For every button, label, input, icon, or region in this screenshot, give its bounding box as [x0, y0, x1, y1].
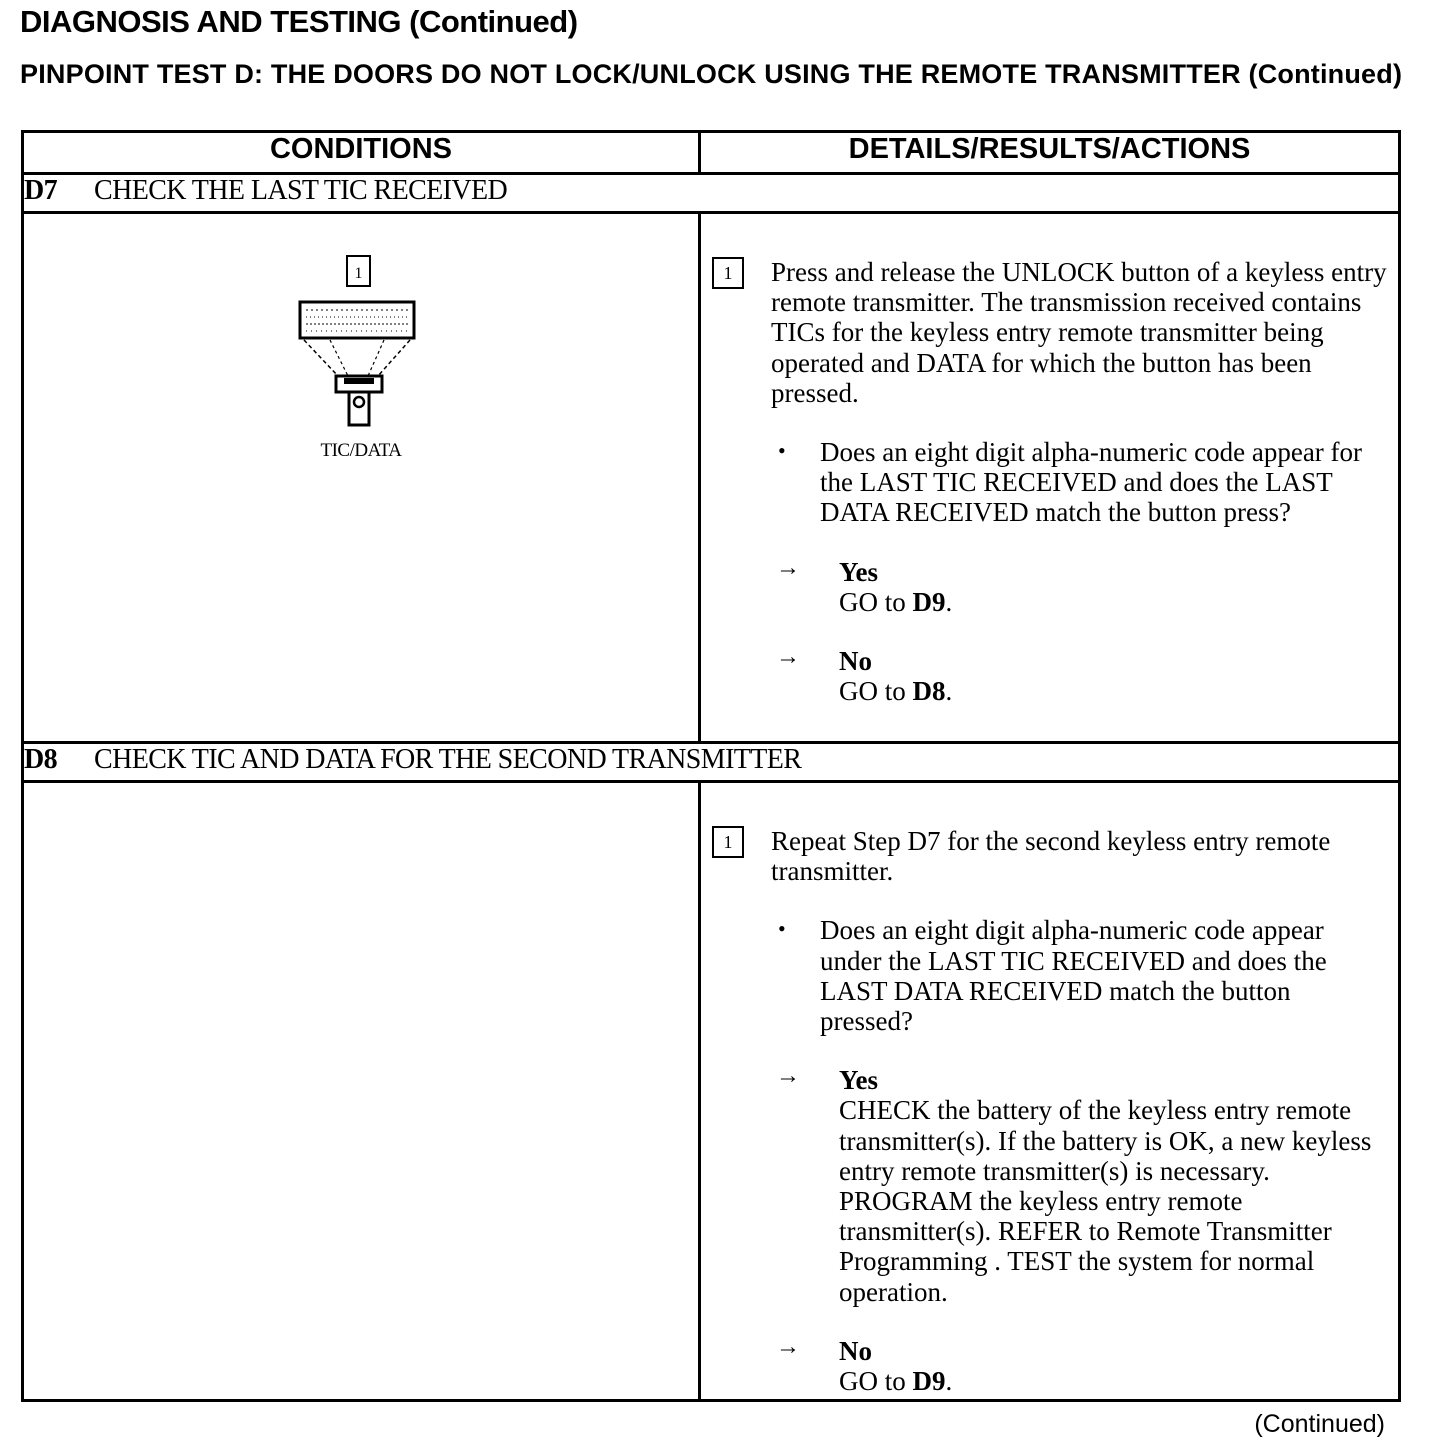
result-no-d8 [776, 1333, 1390, 1397]
instruction-number-box: 1 [712, 826, 744, 858]
step-title: CHECK TIC AND DATA FOR THE SECOND TRANSMITTER [94, 744, 802, 775]
instruction-d7 [723, 257, 1390, 408]
bullet-icon: • [778, 916, 786, 942]
arrow-icon: → [776, 554, 800, 581]
scan-tool-tic-data-illustration [286, 250, 446, 430]
goto-target: D8 [912, 676, 946, 707]
result-no-action: GO to D9. [839, 1366, 953, 1397]
step-id: D7 [24, 175, 58, 206]
instruction-number-box: 1 [712, 257, 744, 289]
question-text: Does an eight digit alpha-numeric code appear under the LAST TIC RECEIVED and does the LAST DATA RECEIVED match the button pressed? [820, 915, 1327, 1037]
question-text: Does an eight digit alpha-numeric code appear for the LAST TIC RECEIVED and does the LAST DATA RECEIVED match the button press? [820, 437, 1363, 528]
conditions-cell-d8 [23, 782, 700, 1401]
details-cell-d8 [700, 782, 1400, 1401]
arrow-icon: → [776, 1333, 800, 1360]
result-yes-label: Yes [839, 1065, 878, 1096]
question-d7 [778, 437, 1390, 528]
goto-target: D9 [912, 1366, 946, 1397]
result-no-label: No [839, 1335, 872, 1366]
instruction-d8 [723, 826, 1390, 887]
result-yes-action: CHECK the battery of the keyless entry remote transmitter(s). If the battery is OK, a new keyless entry remote transmitter(s) is necessary. PROGRAM the keyless entry remote transmitter(s). REFER to Remote Transmitter Programming . TEST the system for normal operation. [839, 1095, 1372, 1307]
continued-footer: (Continued) [1254, 1410, 1385, 1438]
arrow-icon: → [776, 1063, 800, 1090]
bullet-icon: • [778, 438, 786, 464]
result-yes-d7 [776, 554, 1390, 617]
step-header-d7 [23, 174, 1400, 213]
column-header-conditions: CONDITIONS [23, 132, 700, 174]
instruction-text: Press and release the UNLOCK button of a keyless entry remote transmitter. The transmission received contains TICs for the keyless entry remote transmitter being operated and DATA for which the button has been pressed. [771, 257, 1387, 408]
result-yes-label: Yes [839, 556, 878, 587]
step-id: D8 [24, 744, 58, 775]
figure-number: 1 [354, 265, 363, 282]
details-cell-d7 [700, 213, 1400, 743]
arrow-icon: → [776, 644, 800, 671]
result-yes-d8 [776, 1063, 1390, 1307]
result-no-action: GO to D8. [839, 676, 953, 707]
page-title: DIAGNOSIS AND TESTING (Continued) [20, 4, 578, 39]
instruction-text: Repeat Step D7 for the second keyless entry remote transmitter. [771, 826, 1331, 887]
question-d8 [778, 915, 1390, 1037]
step-title: CHECK THE LAST TIC RECEIVED [94, 175, 508, 206]
goto-target: D9 [912, 586, 946, 617]
conditions-cell-d7 [23, 213, 700, 743]
pinpoint-test-title: PINPOINT TEST D: THE DOORS DO NOT LOCK/UNLOCK USING THE REMOTE TRANSMITTER (Continued) [20, 59, 1403, 89]
result-no-label: No [839, 646, 872, 677]
column-header-details: DETAILS/RESULTS/ACTIONS [700, 132, 1400, 174]
pinpoint-test-table [21, 130, 1401, 1402]
result-no-d7 [776, 644, 1390, 707]
result-yes-action: GO to D9. [839, 586, 953, 617]
step-header-d8 [23, 743, 1400, 782]
figure-label: TIC/DATA [320, 440, 402, 461]
